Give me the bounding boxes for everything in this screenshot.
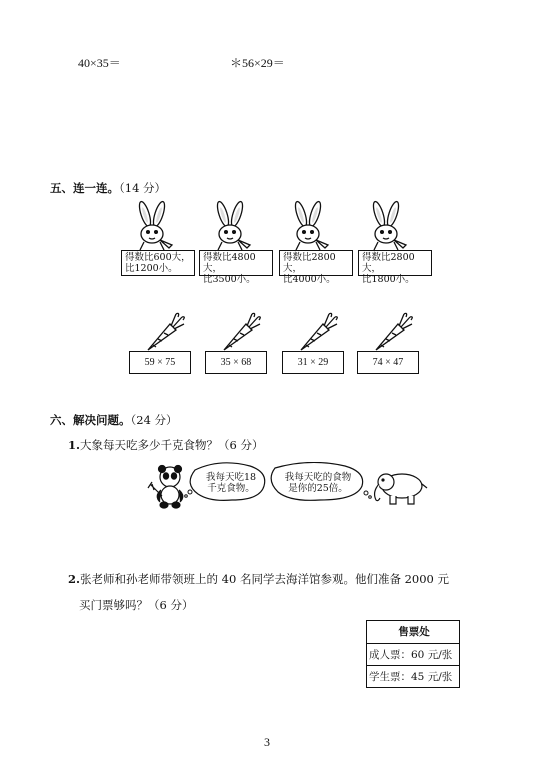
section-6-points: （24 分） xyxy=(130,413,178,427)
section-6-title: 六、解决问题。 xyxy=(50,413,131,427)
rabbit-box-3 xyxy=(279,250,353,285)
question-1-text: 大象每天吃多少千克食物？（6 分） xyxy=(80,438,264,452)
ticket-office-title: 售票处 xyxy=(398,626,430,638)
carrot-icon-2 xyxy=(224,313,260,350)
carrot-icon-1 xyxy=(148,313,184,350)
carrot-box-1: 59 × 75 xyxy=(129,351,191,374)
rabbit-box-4-line1: 得数比2800大， xyxy=(362,252,415,274)
carrot-icon-4 xyxy=(376,313,412,350)
rabbit-box-3-line2: 比4000小。 xyxy=(283,274,336,285)
carrot-icon-3 xyxy=(301,313,337,350)
question-1-number: 1. xyxy=(68,438,81,452)
carrots-illustration xyxy=(0,312,540,354)
section-6-heading xyxy=(50,412,178,428)
rabbit-box-1-line2: 比1200小。 xyxy=(125,263,178,274)
carrot-box-2: 35 × 68 xyxy=(205,351,267,374)
question-2-line1 xyxy=(68,571,449,587)
calc-item-2: ＊56×29＝ xyxy=(230,56,285,70)
rabbit-box-2 xyxy=(199,250,273,285)
section-5-title: 五、连一连。 xyxy=(50,181,119,195)
calc-item-1: 40×35＝ xyxy=(78,56,121,70)
carrot-box-3: 31 × 29 xyxy=(282,351,344,374)
section-5-points: （14 分） xyxy=(119,181,167,195)
panda-bubble-line1: 我每天吃18 xyxy=(205,472,257,483)
page-number: 3 xyxy=(264,735,270,749)
question-2-number: 2. xyxy=(68,572,81,586)
carrot-box-4: 74 × 47 xyxy=(357,351,419,374)
question-2-text-line1: 张老师和孙老师带领班上的 40 名同学去海洋馆参观。他们准备 2000 元 xyxy=(80,572,450,586)
elephant-icon xyxy=(375,474,427,504)
rabbit-box-3-line1: 得数比2800大， xyxy=(283,252,336,274)
section-5-heading xyxy=(50,180,166,196)
rabbit-box-4 xyxy=(358,250,432,285)
rabbit-icon-1 xyxy=(137,200,172,250)
ticket-student-price: 学生票：45 元/张 xyxy=(367,665,459,687)
rabbits-illustration xyxy=(0,200,540,255)
panda-bubble-text xyxy=(196,472,266,494)
elephant-bubble-line1: 我每天吃的食物 xyxy=(284,472,352,483)
rabbit-icon-3 xyxy=(293,200,328,250)
ticket-office-table xyxy=(366,620,460,688)
panda-bubble-line2: 千克食物。 xyxy=(207,483,255,494)
elephant-bubble-line2: 是你的25倍。 xyxy=(288,483,348,494)
rabbit-icon-4 xyxy=(371,200,406,250)
rabbit-box-1 xyxy=(121,250,195,276)
ticket-adult-price: 成人票：60 元/张 xyxy=(367,643,459,665)
rabbit-box-4-line2: 比1800小。 xyxy=(362,274,415,285)
rabbit-box-2-line1: 得数比4800大， xyxy=(203,252,256,274)
question-1 xyxy=(68,437,264,453)
panda-icon xyxy=(148,466,183,509)
rabbit-box-2-line2: 比3500小。 xyxy=(203,274,256,285)
question-2-text-line2: 买门票够吗？（6 分） xyxy=(79,598,194,612)
rabbit-icon-2 xyxy=(215,200,250,250)
elephant-bubble-text xyxy=(274,472,362,494)
rabbit-box-1-line1: 得数比600大， xyxy=(125,252,191,263)
